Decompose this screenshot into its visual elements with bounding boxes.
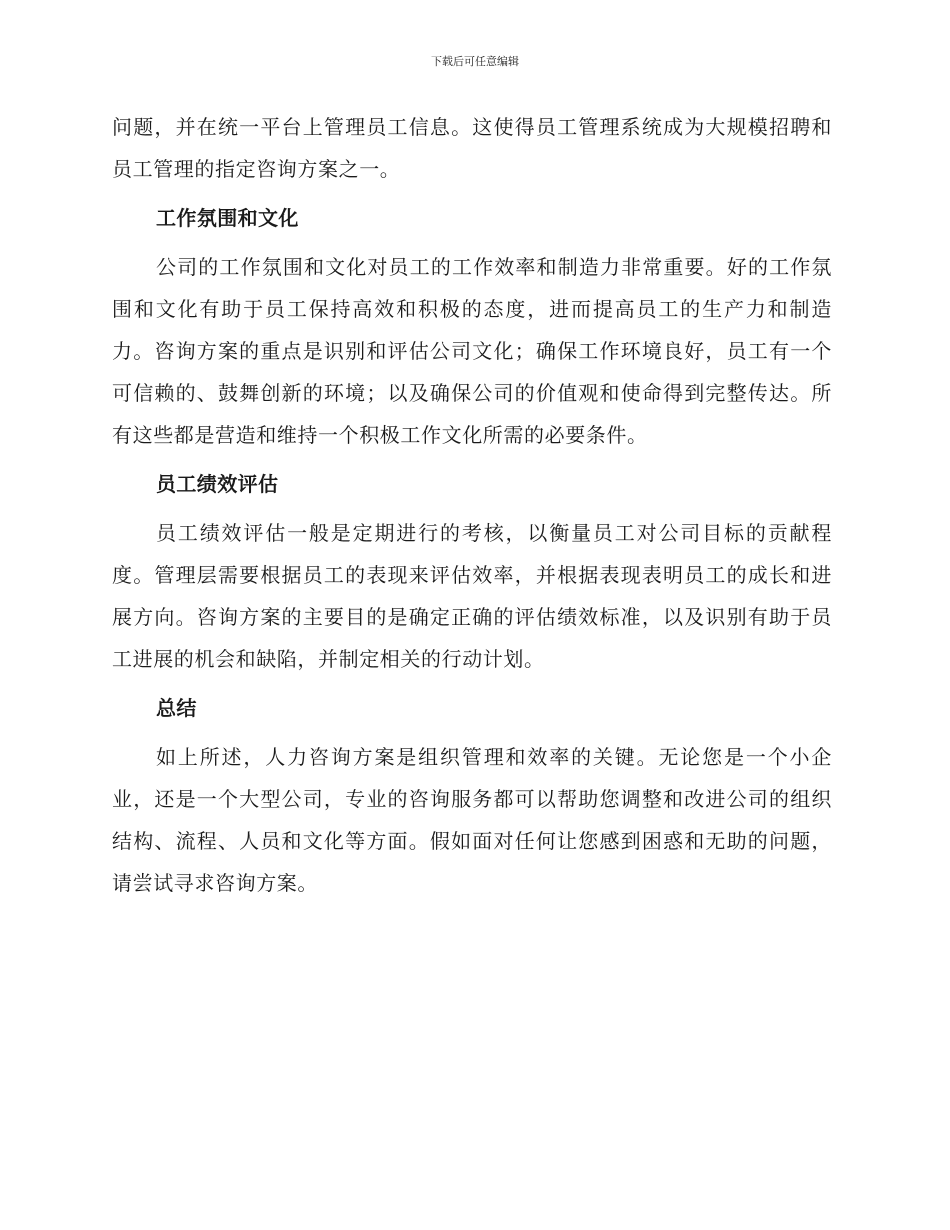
document-body bbox=[112, 106, 832, 904]
page-header: 下载后可任意编辑 bbox=[431, 55, 519, 68]
section-heading-performance: 员工绩效评估 bbox=[156, 472, 279, 496]
section-heading-summary: 总结 bbox=[156, 696, 197, 720]
section-body-culture: 公司的工作氛围和文化对员工的工作效率和制造力非常重要。好的工作氛围和文化有助于员工保持高效和积极的态度，进而提高员工的生产力和制造力。咨询方案的重点是识别和评估公司文化；确保工作环境良好，员工有一个可信赖的、鼓舞创新的环境；以及确保公司的价值观和使命得到完整传达。所有这些都是营造和维持一个积极工作文化所需的必要条件。 bbox=[112, 255, 832, 447]
section-body-performance: 员工绩效评估一般是定期进行的考核，以衡量员工对公司目标的贡献程度。管理层需要根据员工的表现来评估效率，并根据表现表明员工的成长和进展方向。咨询方案的主要目的是确定正确的评估绩效标准，以及识别有助于员工进展的机会和缺陷，并制定相关的行动计划。 bbox=[112, 521, 832, 671]
section-body-summary: 如上所述，人力咨询方案是组织管理和效率的关键。无论您是一个小企业，还是一个大型公司，专业的咨询服务都可以帮助您调整和改进公司的组织结构、流程、人员和文化等方面。假如面对任何让您感到困惑和无助的问题，请尝试寻求咨询方案。 bbox=[112, 745, 832, 895]
section-heading-culture: 工作氛围和文化 bbox=[156, 206, 299, 230]
intro-paragraph: 问题，并在统一平台上管理员工信息。这使得员工管理系统成为大规模招聘和员工管理的指定咨询方案之一。 bbox=[112, 115, 832, 181]
